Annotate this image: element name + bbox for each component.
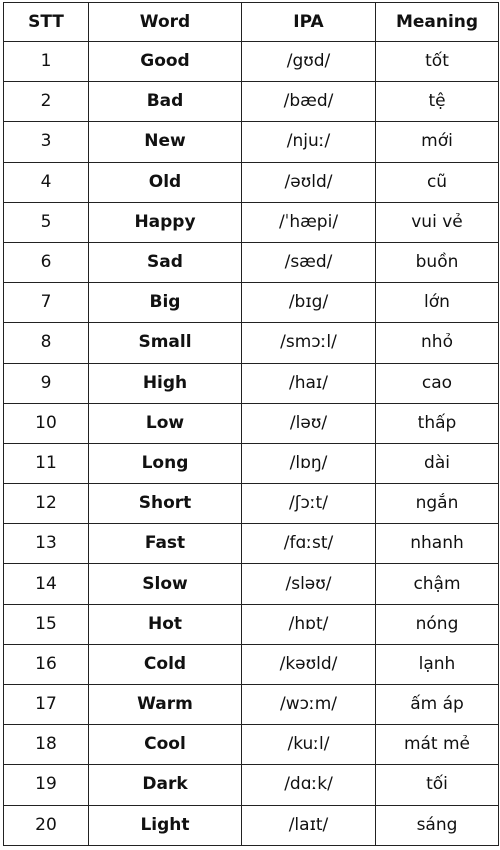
meaning-cell: mới	[376, 122, 499, 162]
ipa-cell: /wɔːm/	[242, 685, 376, 725]
word-cell: Old	[89, 162, 242, 202]
table-row	[4, 323, 499, 363]
meaning-cell: thấp	[376, 403, 499, 443]
stt-cell: 3	[4, 122, 89, 162]
stt-cell: 18	[4, 725, 89, 765]
ipa-cell: /sləʊ/	[242, 564, 376, 604]
ipa-cell: /əʊld/	[242, 162, 376, 202]
word-cell: Cool	[89, 725, 242, 765]
stt-cell: 12	[4, 484, 89, 524]
ipa-cell: /ˈhæpi/	[242, 202, 376, 242]
stt-cell: 15	[4, 604, 89, 644]
ipa-cell: /njuː/	[242, 122, 376, 162]
meaning-cell: tối	[376, 765, 499, 805]
word-cell: Short	[89, 484, 242, 524]
meaning-cell: nhỏ	[376, 323, 499, 363]
word-cell: Bad	[89, 82, 242, 122]
meaning-cell: nóng	[376, 604, 499, 644]
ipa-cell: /fɑːst/	[242, 524, 376, 564]
ipa-cell: /bæd/	[242, 82, 376, 122]
table-row	[4, 202, 499, 242]
table-row	[4, 443, 499, 483]
table-row	[4, 604, 499, 644]
table-row	[4, 564, 499, 604]
ipa-cell: /dɑːk/	[242, 765, 376, 805]
meaning-cell: dài	[376, 443, 499, 483]
word-cell: Warm	[89, 685, 242, 725]
table-row	[4, 725, 499, 765]
stt-cell: 19	[4, 765, 89, 805]
ipa-cell: /gʊd/	[242, 42, 376, 82]
word-cell: Cold	[89, 644, 242, 684]
table-row	[4, 805, 499, 845]
vocabulary-table-container	[3, 2, 498, 846]
meaning-cell: lớn	[376, 283, 499, 323]
ipa-cell: /lɒŋ/	[242, 443, 376, 483]
word-cell: Fast	[89, 524, 242, 564]
table-row	[4, 644, 499, 684]
stt-cell: 13	[4, 524, 89, 564]
table-row	[4, 765, 499, 805]
ipa-cell: /bɪg/	[242, 283, 376, 323]
ipa-cell: /kəʊld/	[242, 644, 376, 684]
stt-cell: 11	[4, 443, 89, 483]
table-row	[4, 82, 499, 122]
word-cell: Big	[89, 283, 242, 323]
word-cell: High	[89, 363, 242, 403]
header-meaning: Meaning	[376, 3, 499, 42]
vocabulary-table	[3, 2, 499, 846]
meaning-cell: sáng	[376, 805, 499, 845]
table-row	[4, 685, 499, 725]
ipa-cell: /laɪt/	[242, 805, 376, 845]
meaning-cell: lạnh	[376, 644, 499, 684]
ipa-cell: /ləʊ/	[242, 403, 376, 443]
meaning-cell: cũ	[376, 162, 499, 202]
stt-cell: 17	[4, 685, 89, 725]
meaning-cell: cao	[376, 363, 499, 403]
stt-cell: 1	[4, 42, 89, 82]
word-cell: Small	[89, 323, 242, 363]
word-cell: Dark	[89, 765, 242, 805]
meaning-cell: buồn	[376, 242, 499, 282]
stt-cell: 20	[4, 805, 89, 845]
word-cell: New	[89, 122, 242, 162]
table-row	[4, 524, 499, 564]
header-ipa: IPA	[242, 3, 376, 42]
ipa-cell: /ʃɔːt/	[242, 484, 376, 524]
meaning-cell: chậm	[376, 564, 499, 604]
meaning-cell: vui vẻ	[376, 202, 499, 242]
stt-cell: 7	[4, 283, 89, 323]
stt-cell: 9	[4, 363, 89, 403]
meaning-cell: nhanh	[376, 524, 499, 564]
meaning-cell: ngắn	[376, 484, 499, 524]
header-stt: STT	[4, 3, 89, 42]
meaning-cell: tốt	[376, 42, 499, 82]
table-row	[4, 242, 499, 282]
ipa-cell: /hɒt/	[242, 604, 376, 644]
stt-cell: 10	[4, 403, 89, 443]
ipa-cell: /smɔːl/	[242, 323, 376, 363]
table-body	[4, 42, 499, 846]
header-row	[4, 3, 499, 42]
meaning-cell: tệ	[376, 82, 499, 122]
meaning-cell: mát mẻ	[376, 725, 499, 765]
stt-cell: 2	[4, 82, 89, 122]
stt-cell: 14	[4, 564, 89, 604]
ipa-cell: /sæd/	[242, 242, 376, 282]
word-cell: Happy	[89, 202, 242, 242]
table-header	[4, 3, 499, 42]
stt-cell: 6	[4, 242, 89, 282]
stt-cell: 16	[4, 644, 89, 684]
table-row	[4, 42, 499, 82]
stt-cell: 8	[4, 323, 89, 363]
table-row	[4, 363, 499, 403]
table-row	[4, 283, 499, 323]
word-cell: Long	[89, 443, 242, 483]
word-cell: Good	[89, 42, 242, 82]
table-row	[4, 484, 499, 524]
word-cell: Slow	[89, 564, 242, 604]
header-word: Word	[89, 3, 242, 42]
word-cell: Hot	[89, 604, 242, 644]
word-cell: Low	[89, 403, 242, 443]
word-cell: Light	[89, 805, 242, 845]
table-row	[4, 162, 499, 202]
word-cell: Sad	[89, 242, 242, 282]
table-row	[4, 122, 499, 162]
meaning-cell: ấm áp	[376, 685, 499, 725]
ipa-cell: /kuːl/	[242, 725, 376, 765]
stt-cell: 5	[4, 202, 89, 242]
ipa-cell: /haɪ/	[242, 363, 376, 403]
stt-cell: 4	[4, 162, 89, 202]
table-row	[4, 403, 499, 443]
